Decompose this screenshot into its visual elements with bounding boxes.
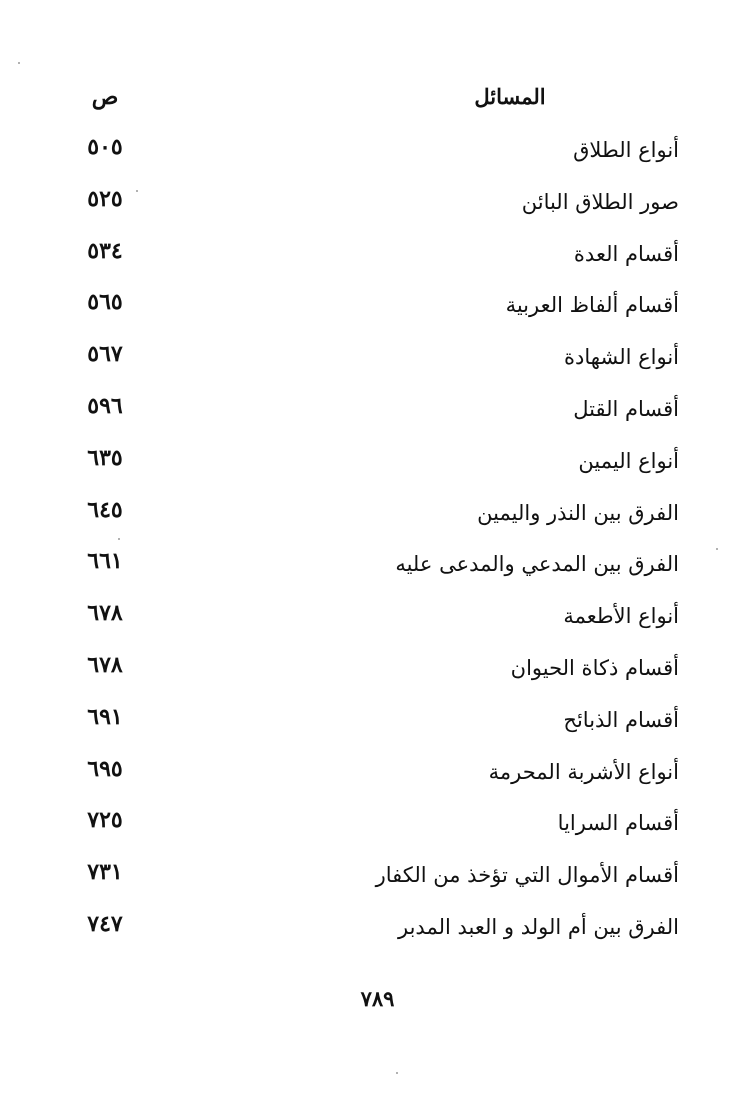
list-item xyxy=(0,754,755,806)
entry-title: أقسام ألفاظ العربية xyxy=(505,293,679,318)
entry-page-number: ٥٢٥ xyxy=(87,185,123,212)
list-item xyxy=(0,805,755,857)
list-item xyxy=(0,287,755,339)
entry-page-number: ٦٧٨ xyxy=(87,651,123,678)
entry-title: أنواع الأطعمة xyxy=(563,604,679,629)
page-number-footer: ٧٨٩ xyxy=(360,986,395,1011)
table-header xyxy=(0,84,755,120)
entry-page-number: ٦٣٥ xyxy=(87,444,123,471)
entry-title: الفرق بين أم الولد و العبد المدبر xyxy=(398,914,679,939)
list-item xyxy=(0,495,755,547)
entry-page-number: ٥٠٥ xyxy=(87,134,123,160)
entry-title: أقسام الأموال التي تؤخذ من الكفار xyxy=(375,863,679,888)
page-column-header: ص xyxy=(91,84,119,110)
entry-title: أقسام السرايا xyxy=(557,811,679,836)
entry-title: أقسام القتل xyxy=(573,396,679,421)
entry-page-number: ٧٤٧ xyxy=(87,910,123,937)
entry-page-number: ٦٩٥ xyxy=(87,755,123,782)
scan-speck xyxy=(18,62,20,64)
topics-column-header: المسائل xyxy=(474,84,546,109)
entry-title: أنواع اليمين xyxy=(578,448,679,473)
entry-title: صور الطلاق البائن xyxy=(521,189,679,214)
entry-title: أقسام الذبائح xyxy=(563,707,679,732)
entry-title: أنواع الطلاق xyxy=(573,138,679,162)
list-item xyxy=(0,702,755,754)
list-item xyxy=(0,909,755,961)
list-item xyxy=(0,391,755,443)
list-item xyxy=(0,650,755,702)
list-item xyxy=(0,132,755,184)
contents-list xyxy=(0,132,755,961)
entry-page-number: ٧٣١ xyxy=(87,859,123,886)
scan-speck xyxy=(716,548,718,550)
list-item xyxy=(0,443,755,495)
entry-title: أقسام ذكاة الحيوان xyxy=(510,655,679,680)
entry-page-number: ٦٩١ xyxy=(87,703,123,730)
entry-title: الفرق بين النذر واليمين xyxy=(477,500,679,525)
entry-page-number: ٥٣٤ xyxy=(87,237,123,264)
scan-speck xyxy=(136,190,138,192)
entry-page-number: ٥٦٥ xyxy=(87,289,123,316)
entry-title: أقسام العدة xyxy=(573,241,679,266)
entry-page-number: ٦٧٨ xyxy=(87,600,123,627)
entry-page-number: ٥٦٧ xyxy=(87,341,123,368)
list-item xyxy=(0,857,755,909)
entry-page-number: ٧٢٥ xyxy=(87,807,123,834)
scan-speck xyxy=(118,538,120,540)
entry-page-number: ٦٤٥ xyxy=(87,496,123,523)
entry-title: أنواع الشهادة xyxy=(564,345,679,370)
entry-page-number: ٥٩٦ xyxy=(87,392,123,419)
list-item xyxy=(0,236,755,288)
list-item xyxy=(0,184,755,236)
entry-title: الفرق بين المدعي والمدعى عليه xyxy=(395,552,679,577)
entry-page-number: ٦٦١ xyxy=(87,548,123,575)
list-item xyxy=(0,546,755,598)
list-item xyxy=(0,339,755,391)
entry-title: أنواع الأشربة المحرمة xyxy=(488,759,679,784)
list-item xyxy=(0,598,755,650)
scan-speck xyxy=(396,1072,398,1074)
